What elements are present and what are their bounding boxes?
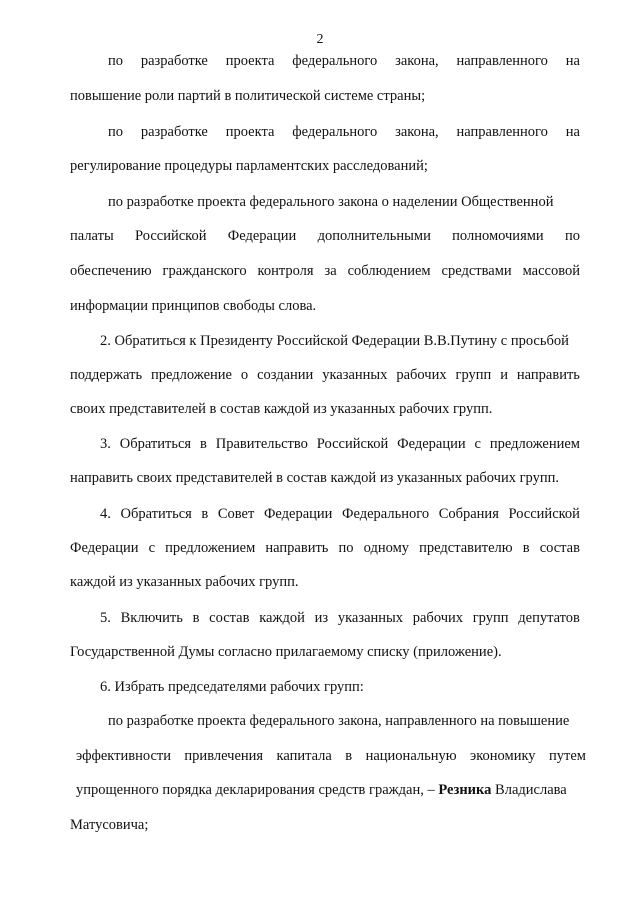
word: Федерации [227,228,297,244]
word: экономику [470,748,536,764]
text-segment: упрощенного порядка декларирования средств граждан, – [76,782,439,798]
text-line-3 [108,123,580,141]
word: проекта [225,124,275,140]
word: 4. [100,506,111,522]
word: депутатов [518,610,580,626]
text-line-4: регулирование процедуры парламентских расследований; [70,158,428,174]
word: обеспечению [70,263,152,279]
word: Федерального [342,506,430,522]
word: гражданского [162,263,247,279]
text-line-23: Матусовича; [70,817,149,833]
word: федерального [292,124,378,140]
word: 5. [100,610,111,626]
word: в [201,506,209,522]
word: о [240,367,249,383]
word: массовой [522,263,580,279]
word: закона, [395,53,439,69]
word: рабочих [396,367,447,383]
text-line-9: 2. Обратиться к Президенту Российской Федерации В.В.Путину с просьбой [100,333,569,349]
text-line-7 [70,262,580,280]
word: Российской [135,228,207,244]
word: эффективности [76,748,171,764]
word: указанных [337,610,404,626]
word: Федерации [70,540,139,556]
word: Обратиться [120,506,192,522]
word: полномочиями [452,228,544,244]
text-line-14 [100,505,580,523]
word: в [345,748,353,764]
word: каждой [259,610,305,626]
word: по [108,53,124,69]
word: по [108,124,124,140]
text-line-5: по разработке проекта федерального закона о наделении Общественной [108,194,554,210]
word: направленного [456,124,548,140]
word: указанных [322,367,388,383]
text-line-17 [100,609,580,627]
word: контроля [257,263,314,279]
word: привлечения [184,748,264,764]
text-line-15 [70,539,580,557]
bold-name: Резника [438,782,492,798]
text-line-20: по разработке проекта федерального закона, направленного на повышение [108,713,570,729]
text-line-8: информации принципов свободы слова. [70,298,317,314]
word: федерального [292,53,378,69]
text-line-22 [76,781,567,799]
word: Российской [508,506,580,522]
text-line-6 [70,227,580,245]
text-line-21 [76,747,586,765]
word: предложение [150,367,232,383]
text-line-12 [100,435,580,453]
word: на [565,124,580,140]
text-line-2: повышение роли партий в политической системе страны; [70,88,426,104]
word: одному [363,540,410,556]
text-segment: Владислава [491,782,567,798]
word: в [199,436,207,452]
word: направленного [456,53,548,69]
word: разработке [140,124,208,140]
word: в [522,540,530,556]
word: Федерации [263,506,333,522]
word: соблюдением [347,263,431,279]
page-number: 2 [316,32,324,47]
word: создании [257,367,314,383]
word: в [192,610,200,626]
text-line-1 [108,52,580,70]
word: разработке [140,53,208,69]
word: путем [549,748,586,764]
word: состав [209,610,250,626]
text-line-10 [70,366,580,384]
word: на [565,53,580,69]
word: за [324,263,337,279]
word: национальную [365,748,457,764]
word: Включить [120,610,183,626]
word: средствами [441,263,512,279]
text-line-19: 6. Избрать председателями рабочих групп: [100,679,364,695]
word: Российской [316,436,389,452]
word: 3. [100,436,111,452]
word: закона, [395,124,439,140]
word: направить [516,367,580,383]
word: с [474,436,481,452]
word: Федерации [397,436,466,452]
word: дополнительными [317,228,431,244]
text-line-11: своих представителей в состав каждой из указанных рабочих групп. [70,401,493,417]
word: представителю [419,540,513,556]
word: по [338,540,354,556]
word: капитала [276,748,332,764]
word: Обратиться [119,436,192,452]
word: рабочих [412,610,463,626]
text-line-16: каждой из указанных рабочих групп. [70,574,299,590]
word: проекта [225,53,275,69]
word: Собрания [438,506,499,522]
word: с [148,540,156,556]
word: групп [472,610,509,626]
word: палаты [70,228,114,244]
word: состав [539,540,580,556]
text-line-18: Государственной Думы согласно прилагаемому списку (приложение). [70,644,502,660]
word: групп [455,367,492,383]
word: направить [265,540,329,556]
word: Правительство [215,436,308,452]
text-line-13: направить своих представителей в состав каждой из указанных рабочих групп. [70,470,560,486]
word: предложением [165,540,256,556]
word: поддержать [70,367,143,383]
word: по [564,228,580,244]
word: предложением [489,436,580,452]
word: из [314,610,329,626]
word: и [500,367,508,383]
word: Совет [217,506,255,522]
